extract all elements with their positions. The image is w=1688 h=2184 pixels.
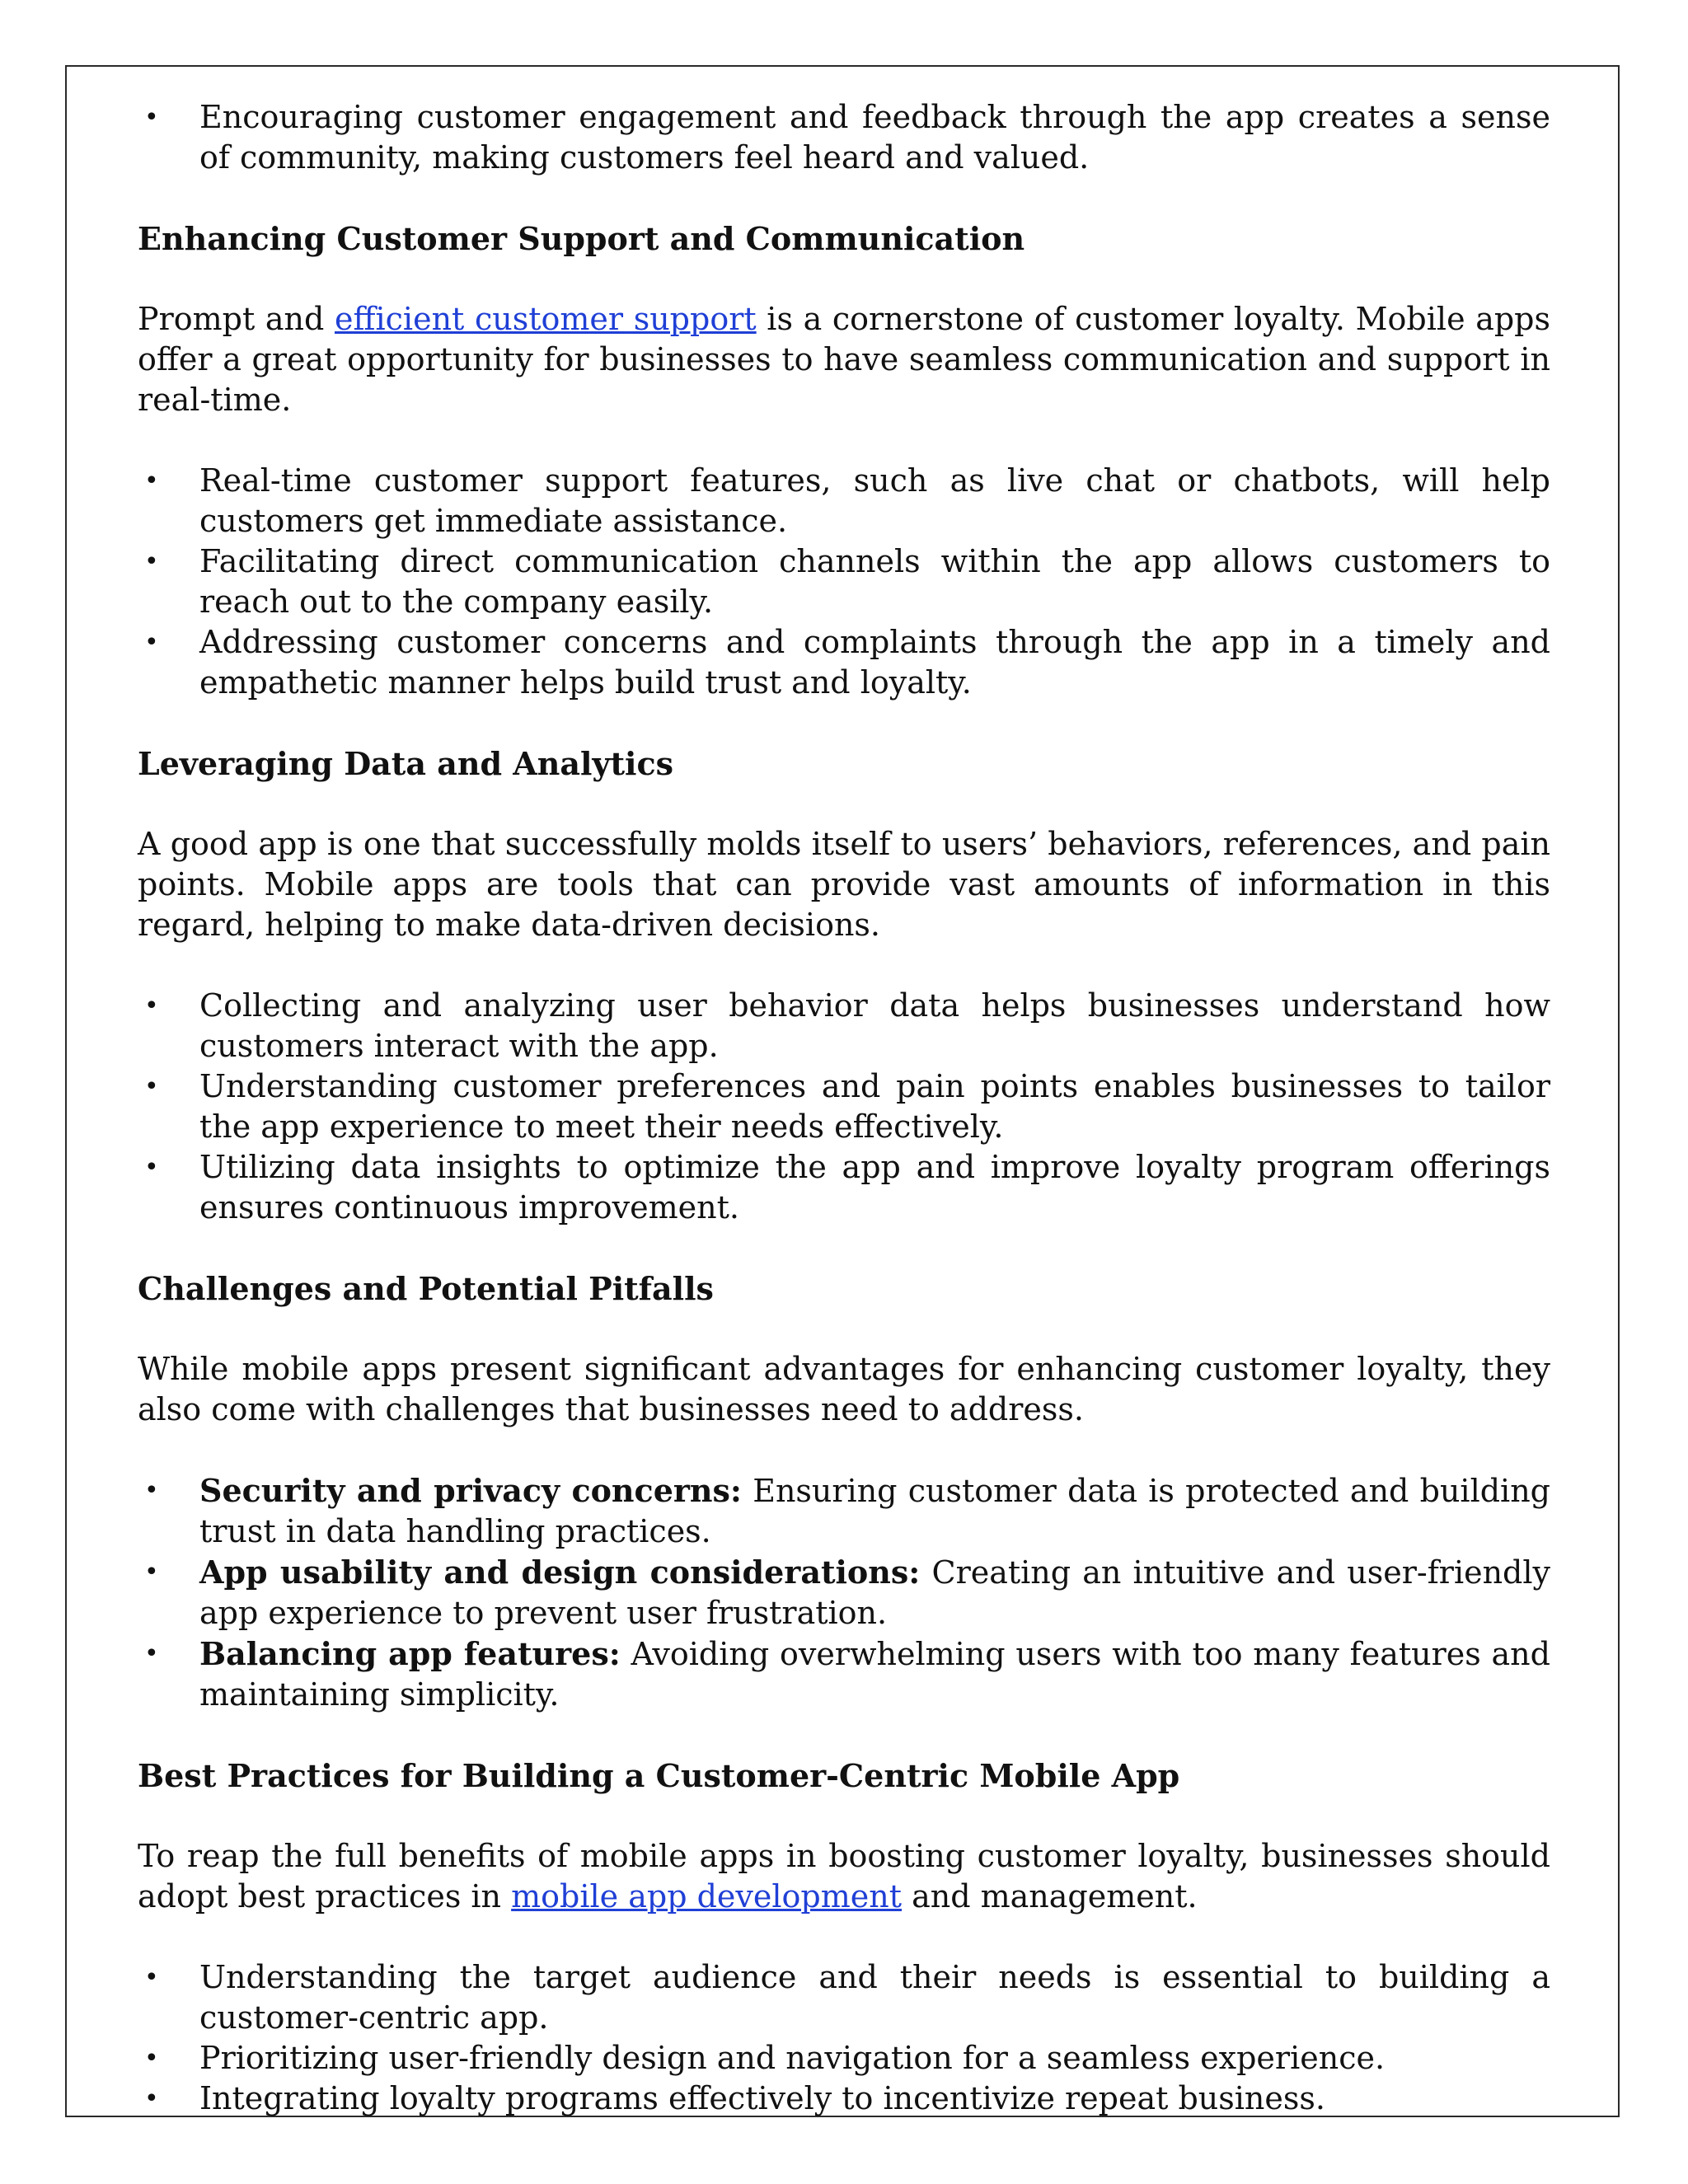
data-paragraph: A good app is one that successfully molds itself to users’ behaviors, references, and pain points. Mobile apps are tools that can provide vast amounts of information in this regard, helping to make data-driven decisions. <box>138 826 1550 943</box>
challenges-paragraph: While mobile apps present significant advantages for enhancing customer loyalty, they also come with challenges that businesses need to address. <box>138 1351 1550 1427</box>
list-item: • Understanding customer preferences and pain points enables businesses to tailor the app experience to meet their needs effectively. <box>144 1068 1550 1145</box>
best-practices-paragraph: To reap the full benefits of mobile apps in boosting customer loyalty, businesses should adopt best practices in mobile app development and management. <box>138 1838 1550 1915</box>
section-heading-data: Leveraging Data and Analytics <box>138 745 674 782</box>
challenges-list <box>138 1470 1550 1715</box>
list-item: • Facilitating direct communication channels within the app allows customers to reach out to the company easily. <box>144 543 1550 620</box>
bullet-icon: • <box>144 1558 159 1586</box>
bullet-icon: • <box>144 103 159 132</box>
bullet-icon: • <box>144 991 159 1020</box>
list-item: • Addressing customer concerns and complaints through the app in a timely and empathetic manner helps build trust and loyalty. <box>144 624 1550 701</box>
section-heading-best-practices: Best Practices for Building a Customer-Centric Mobile App <box>138 1757 1180 1794</box>
bullet-icon: • <box>144 1963 159 1992</box>
intro-list <box>138 97 1550 178</box>
section-heading-support: Enhancing Customer Support and Communication <box>138 220 1025 257</box>
list-item: • Integrating loyalty programs effectively to incentivize repeat business. <box>138 2079 1550 2119</box>
bullet-icon: • <box>144 466 159 495</box>
list-item: • Security and privacy concerns: Ensuring customer data is protected and building trust in data handling practices. <box>144 1472 1550 1549</box>
section-heading-challenges: Challenges and Potential Pitfalls <box>138 1270 714 1307</box>
best-practices-list <box>138 1957 1550 2119</box>
list-item: • App usability and design considerations: Creating an intuitive and user-friendly app experience to prevent user frustration. <box>144 1554 1550 1631</box>
list-item: • Utilizing data insights to optimize the app and improve loyalty program offerings ensures continuous improvement. <box>144 1149 1550 1226</box>
support-paragraph: Prompt and efficient customer support is a cornerstone of customer loyalty. Mobile apps offer a great opportunity for businesses to have seamless communication and support in real-time. <box>138 301 1551 418</box>
list-item: • Encouraging customer engagement and feedback through the app creates a sense of community, making customers feel heard and valued. <box>144 99 1550 176</box>
document-body <box>138 97 1550 2119</box>
support-list <box>138 461 1550 703</box>
bullet-icon: • <box>144 1072 159 1101</box>
bullet-icon: • <box>144 2084 159 2113</box>
efficient-customer-support-link[interactable]: efficient customer support <box>335 301 757 337</box>
list-item: • Prioritizing user-friendly design and navigation for a seamless experience. <box>138 2038 1550 2079</box>
list-item: • Collecting and analyzing user behavior data helps businesses understand how customers interact with the app. <box>144 987 1550 1064</box>
list-item: • Real-time customer support features, such as live chat or chatbots, will help customers get immediate assistance. <box>144 462 1550 539</box>
bullet-icon: • <box>144 1153 159 1182</box>
bullet-icon: • <box>144 547 159 576</box>
mobile-app-development-link[interactable]: mobile app development <box>511 1878 902 1915</box>
bullet-icon: • <box>144 2044 159 2073</box>
list-item: • Balancing app features: Avoiding overwhelming users with too many features and maintaining simplicity. <box>144 1635 1550 1713</box>
bullet-icon: • <box>144 628 159 657</box>
bullet-icon: • <box>144 1639 159 1668</box>
bullet-icon: • <box>144 1476 159 1505</box>
data-list <box>138 986 1550 1228</box>
list-item: • Understanding the target audience and their needs is essential to building a customer-centric app. <box>144 1959 1550 2036</box>
